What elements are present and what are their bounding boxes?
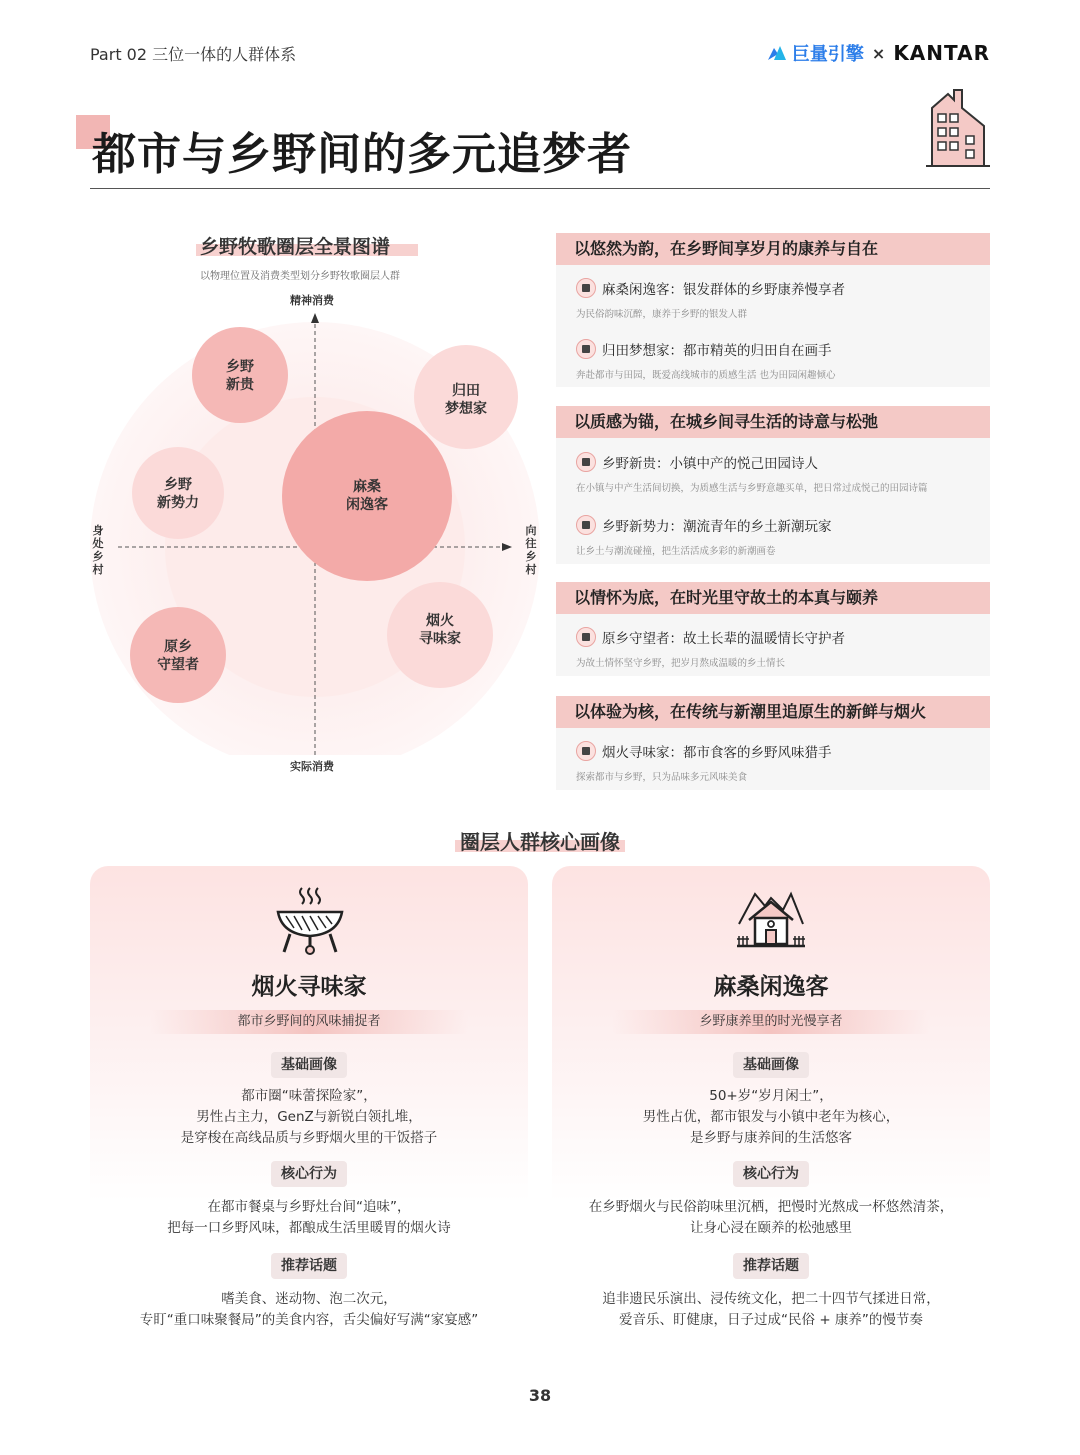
- basic-profile: [90, 1086, 528, 1149]
- bubble-label: 归田: [452, 382, 480, 398]
- section-pill: 核心行为: [733, 1161, 809, 1187]
- card-name: 麻桑闲逸客: [713, 974, 829, 1000]
- text-line: 把每一口乡野风味，都酿成生活里暖胃的烟火诗: [167, 1220, 451, 1236]
- bubble-label: 闲逸客: [346, 496, 388, 512]
- y-axis-arrow: [311, 313, 319, 323]
- persona-item: [576, 741, 832, 761]
- text-line: 爱音乐、盯健康，日子过成“民俗 + 康养”的慢节奏: [619, 1312, 923, 1328]
- bubble-yuanxiang-shouwangzhe: [130, 607, 226, 703]
- bubble-label: 乡野: [164, 476, 192, 492]
- chart-title: 乡野牧歌圈层全景图谱: [200, 236, 391, 258]
- persona-item: [576, 278, 845, 298]
- section-title: 圈层人群核心画像: [460, 830, 620, 854]
- section-pill: 基础画像: [271, 1052, 347, 1078]
- group-band: 以悠然为韵，在乡野间享岁月的康养与自在: [556, 233, 990, 265]
- brand-logos: [766, 40, 990, 66]
- text-line: 是乡野与康养间的生活悠客: [690, 1130, 852, 1146]
- bubble-label: 守望者: [157, 656, 199, 672]
- persona-desc: 为故土情怀坚守乡野，把岁月熬成温暖的乡土情长: [576, 658, 786, 669]
- persona-title: 麻桑闲逸客：银发群体的乡野康养慢享者: [602, 282, 845, 298]
- section-pill: 推荐话题: [271, 1253, 347, 1279]
- group-band: 以情怀为底，在时光里守故土的本真与颐养: [556, 582, 990, 614]
- home-icon: [576, 627, 596, 647]
- text-line: 追非遗民乐演出、浸传统文化，把二十四节气揉进日常，: [602, 1291, 940, 1307]
- bubble-label: 新势力: [157, 494, 199, 510]
- text-line: 男性占主力，GenZ与新锐白领扎堆，: [196, 1109, 422, 1125]
- village-house-icon: [735, 884, 807, 956]
- section-pill: 推荐话题: [733, 1253, 809, 1279]
- quadrant-chart: [80, 285, 540, 755]
- text-line: 嗜美食、迷动物、泡二次元，: [221, 1291, 397, 1307]
- persona-desc: 在小镇与中产生活间切换，为质感生活与乡野意趣买单，把日常过成悦己的田园诗篇: [576, 483, 928, 494]
- ocean-engine-text: 巨量引擎: [791, 44, 864, 65]
- persona-title: 乡野新贵：小镇中产的悦己田园诗人: [602, 456, 818, 472]
- text-line: 都市圈“味蕾探险家”，: [241, 1088, 377, 1104]
- chart-subtitle: 以物理位置及消费类型划分乡野牧歌圈层人群: [200, 271, 400, 282]
- text-line: 让身心浸在颐养的松弛感里: [690, 1220, 852, 1236]
- bubble-label: 烟火: [426, 612, 454, 628]
- axis-bottom-label: 实际消费: [290, 760, 334, 773]
- spark-icon: [576, 515, 596, 535]
- axis-top-label: 精神消费: [290, 294, 334, 307]
- basic-profile: [552, 1086, 990, 1149]
- card-tagline: 都市乡野间的风味捕捉者: [150, 1010, 468, 1034]
- bubble-xiangye-xingui: [192, 327, 288, 423]
- ocean-engine-logo: [766, 40, 864, 66]
- part-label: Part 02 三位一体的人群体系: [90, 45, 297, 64]
- persona-title: 烟火寻味家：都市食客的乡野风味猎手: [602, 745, 832, 761]
- house-icon: [576, 278, 596, 298]
- group-band: 以质感为锚，在城乡间寻生活的诗意与松弛: [556, 406, 990, 438]
- food-icon: [576, 741, 596, 761]
- persona-item: [576, 339, 832, 359]
- text-line: 在乡野烟火与民俗韵味里沉栖，把慢时光熬成一杯悠然清茶，: [588, 1199, 954, 1215]
- ocean-engine-icon: [766, 44, 788, 62]
- axis-left-label: 身处乡村: [92, 524, 104, 576]
- bubble-xiangye-xinshili: [132, 447, 224, 539]
- group-band: 以体验为核，在传统与新潮里追原生的新鲜与烟火: [556, 696, 990, 728]
- building-icon: [926, 86, 990, 168]
- persona-title: 乡野新势力：潮流青年的乡土新潮玩家: [602, 519, 832, 535]
- portrait-card-yanhuo: [90, 866, 528, 1346]
- portrait-card-masang: [552, 866, 990, 1346]
- persona-desc: 奔赴都市与田园，既爱高线城市的质感生活 也为田园闲趣倾心: [576, 370, 836, 381]
- flower-icon: [576, 452, 596, 472]
- persona-title: 归田梦想家：都市精英的归田自在画手: [602, 343, 832, 359]
- persona-desc: 为民俗韵味沉醉，康养于乡野的银发人群: [576, 309, 748, 320]
- persona-desc: 探索都市与乡野，只为品味多元风味美食: [576, 772, 748, 783]
- bubble-label: 原乡: [164, 638, 192, 654]
- text-line: 50+岁“岁月闲士”，: [709, 1088, 833, 1104]
- core-behavior: [552, 1197, 990, 1239]
- text-line: 男性占优，都市银发与小镇中老年为核心，: [642, 1109, 900, 1125]
- core-behavior: [90, 1197, 528, 1239]
- text-line: 专盯“重口味聚餐局”的美食内容，舌尖偏好写满“家宴感”: [139, 1312, 479, 1328]
- bubble-label: 麻桑: [353, 478, 381, 494]
- bubble-label: 寻味家: [419, 630, 461, 646]
- bubble-label: 梦想家: [445, 400, 487, 416]
- persona-item: [576, 452, 818, 472]
- text-line: 是穿梭在高线品质与乡野烟火里的干饭搭子: [180, 1130, 438, 1146]
- card-name: 烟火寻味家: [251, 974, 367, 1000]
- bubble-label: 新贵: [226, 376, 254, 392]
- persona-item: [576, 515, 832, 535]
- text-line: 在都市餐桌与乡野灶台间“追味”，: [207, 1199, 411, 1215]
- recommended-topics: [90, 1289, 528, 1331]
- persona-desc: 让乡土与潮流碰撞，把生活活成多彩的新潮画卷: [576, 546, 776, 557]
- card-tagline: 乡野康养里的时光慢享者: [612, 1010, 930, 1034]
- persona-title: 原乡守望者：故土长辈的温暖情长守护者: [602, 631, 845, 647]
- title-divider: [90, 188, 990, 189]
- field-icon: [576, 339, 596, 359]
- axis-right-label: 向往乡村: [525, 524, 537, 576]
- logo-separator: ×: [871, 43, 886, 63]
- page-number: 38: [528, 1386, 552, 1405]
- grill-icon: [274, 884, 346, 956]
- section-pill: 基础画像: [733, 1052, 809, 1078]
- kantar-logo: KANTAR: [893, 41, 990, 65]
- page-title: 都市与乡野间的多元追梦者: [92, 129, 632, 180]
- section-pill: 核心行为: [271, 1161, 347, 1187]
- bubble-label: 乡野: [226, 358, 254, 374]
- recommended-topics: [552, 1289, 990, 1331]
- persona-item: [576, 627, 845, 647]
